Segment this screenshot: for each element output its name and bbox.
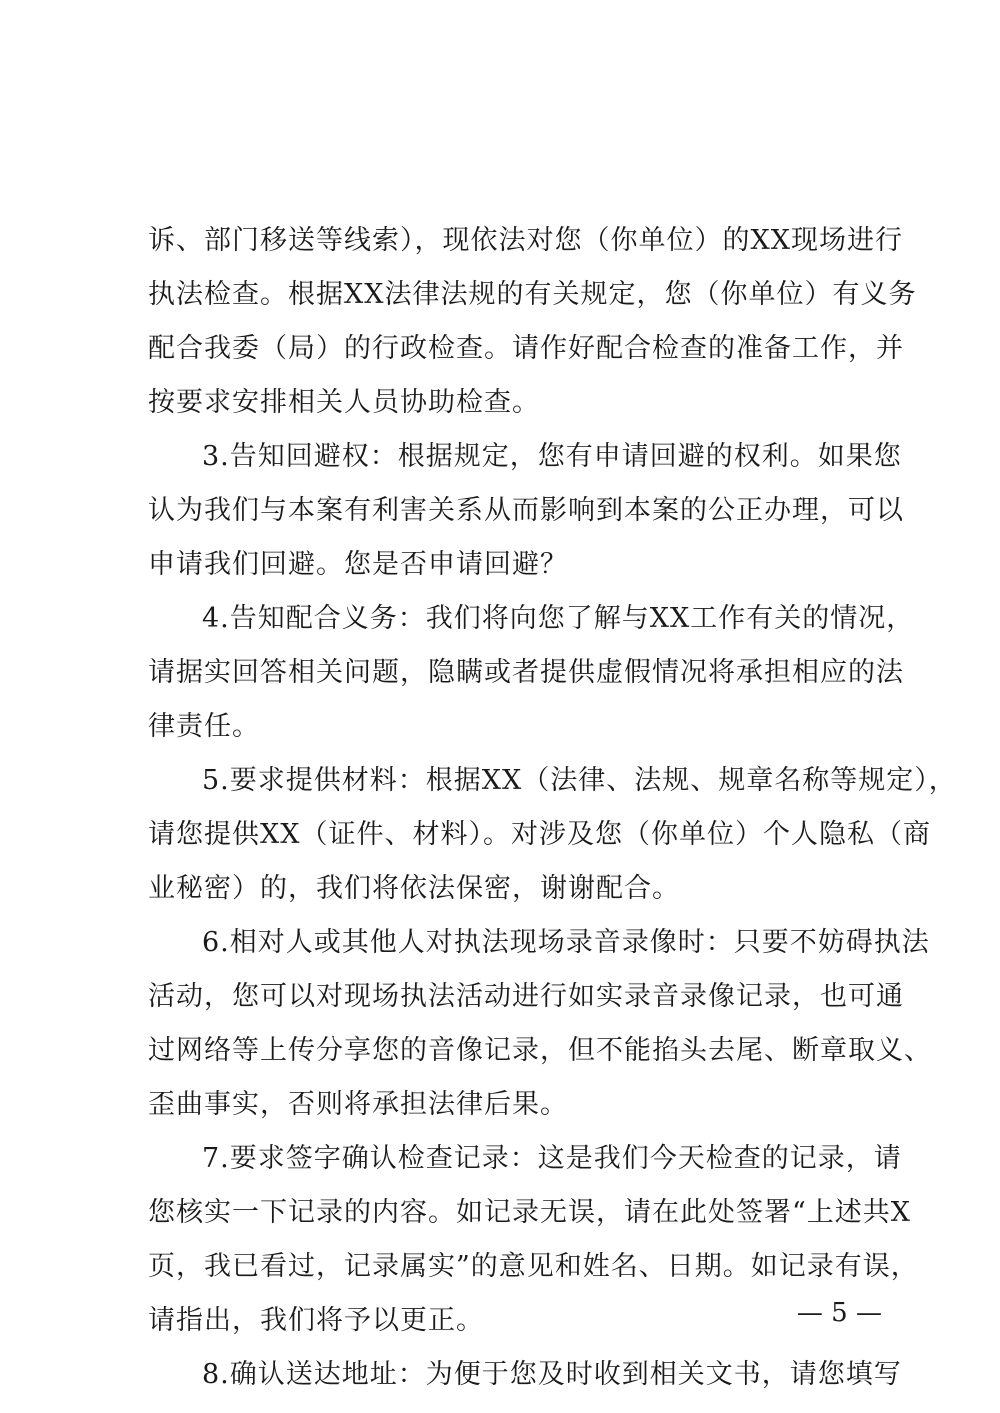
text-line: 认为我们与本案有利害关系从而影响到本案的公正办理，可以 (148, 495, 904, 526)
text-line: 页，我已看过，记录属实”的意见和姓名、日期。如记录有误， (148, 1251, 919, 1282)
text-line: 3.告知回避权：根据规定，您有申请回避的权利。如果您 (202, 441, 902, 472)
text-line: 业秘密）的，我们将依法保密，谢谢配合。 (148, 873, 680, 904)
text-line: 请您提供XX（证件、材料）。对涉及您（你单位）个人隐私（商 (148, 819, 931, 850)
text-line: 申请我们回避。您是否申请回避？ (148, 549, 568, 580)
text-line: 您核实一下记录的内容。如记录无误，请在此处签署“上述共X (148, 1197, 912, 1228)
text-line: 过网络等上传分享您的音像记录，但不能掐头去尾、断章取义、 (148, 1035, 932, 1066)
text-line: 活动，您可以对现场执法活动进行如实录音录像记录，也可通 (148, 981, 904, 1012)
text-line: 4.告知配合义务：我们将向您了解与XX工作有关的情况， (202, 603, 915, 634)
text-line: 歪曲事实，否则将承担法律后果。 (148, 1089, 568, 1120)
text-line: 律责任。 (148, 711, 260, 742)
text-line: 7.要求签字确认检查记录：这是我们今天检查的记录，请 (202, 1143, 902, 1174)
text-line: 请指出，我们将予以更正。 (148, 1305, 484, 1336)
text-line: 配合我委（局）的行政检查。请作好配合检查的准备工作，并 (148, 333, 904, 364)
text-line: 8.确认送达地址：为便于您及时收到相关文书，请您填写 (202, 1359, 902, 1390)
text-line: 5.要求提供材料：根据XX（法律、法规、规章名称等规定）， (202, 765, 957, 796)
text-line: 执法检查。根据XX法律法规的有关规定，您（你单位）有义务 (148, 279, 917, 310)
body-text (148, 214, 957, 1402)
text-line: 按要求安排相关人员协助检查。 (148, 387, 540, 418)
text-line: 诉、部门移送等线索），现依法对您（你单位）的XX现场进行 (148, 225, 903, 256)
text-line: 请据实回答相关问题，隐瞒或者提供虚假情况将承担相应的法 (148, 657, 904, 688)
page-number: — 5 — (796, 1298, 882, 1328)
text-line: 6.相对人或其他人对执法现场录音录像时：只要不妨碍执法 (202, 927, 930, 958)
